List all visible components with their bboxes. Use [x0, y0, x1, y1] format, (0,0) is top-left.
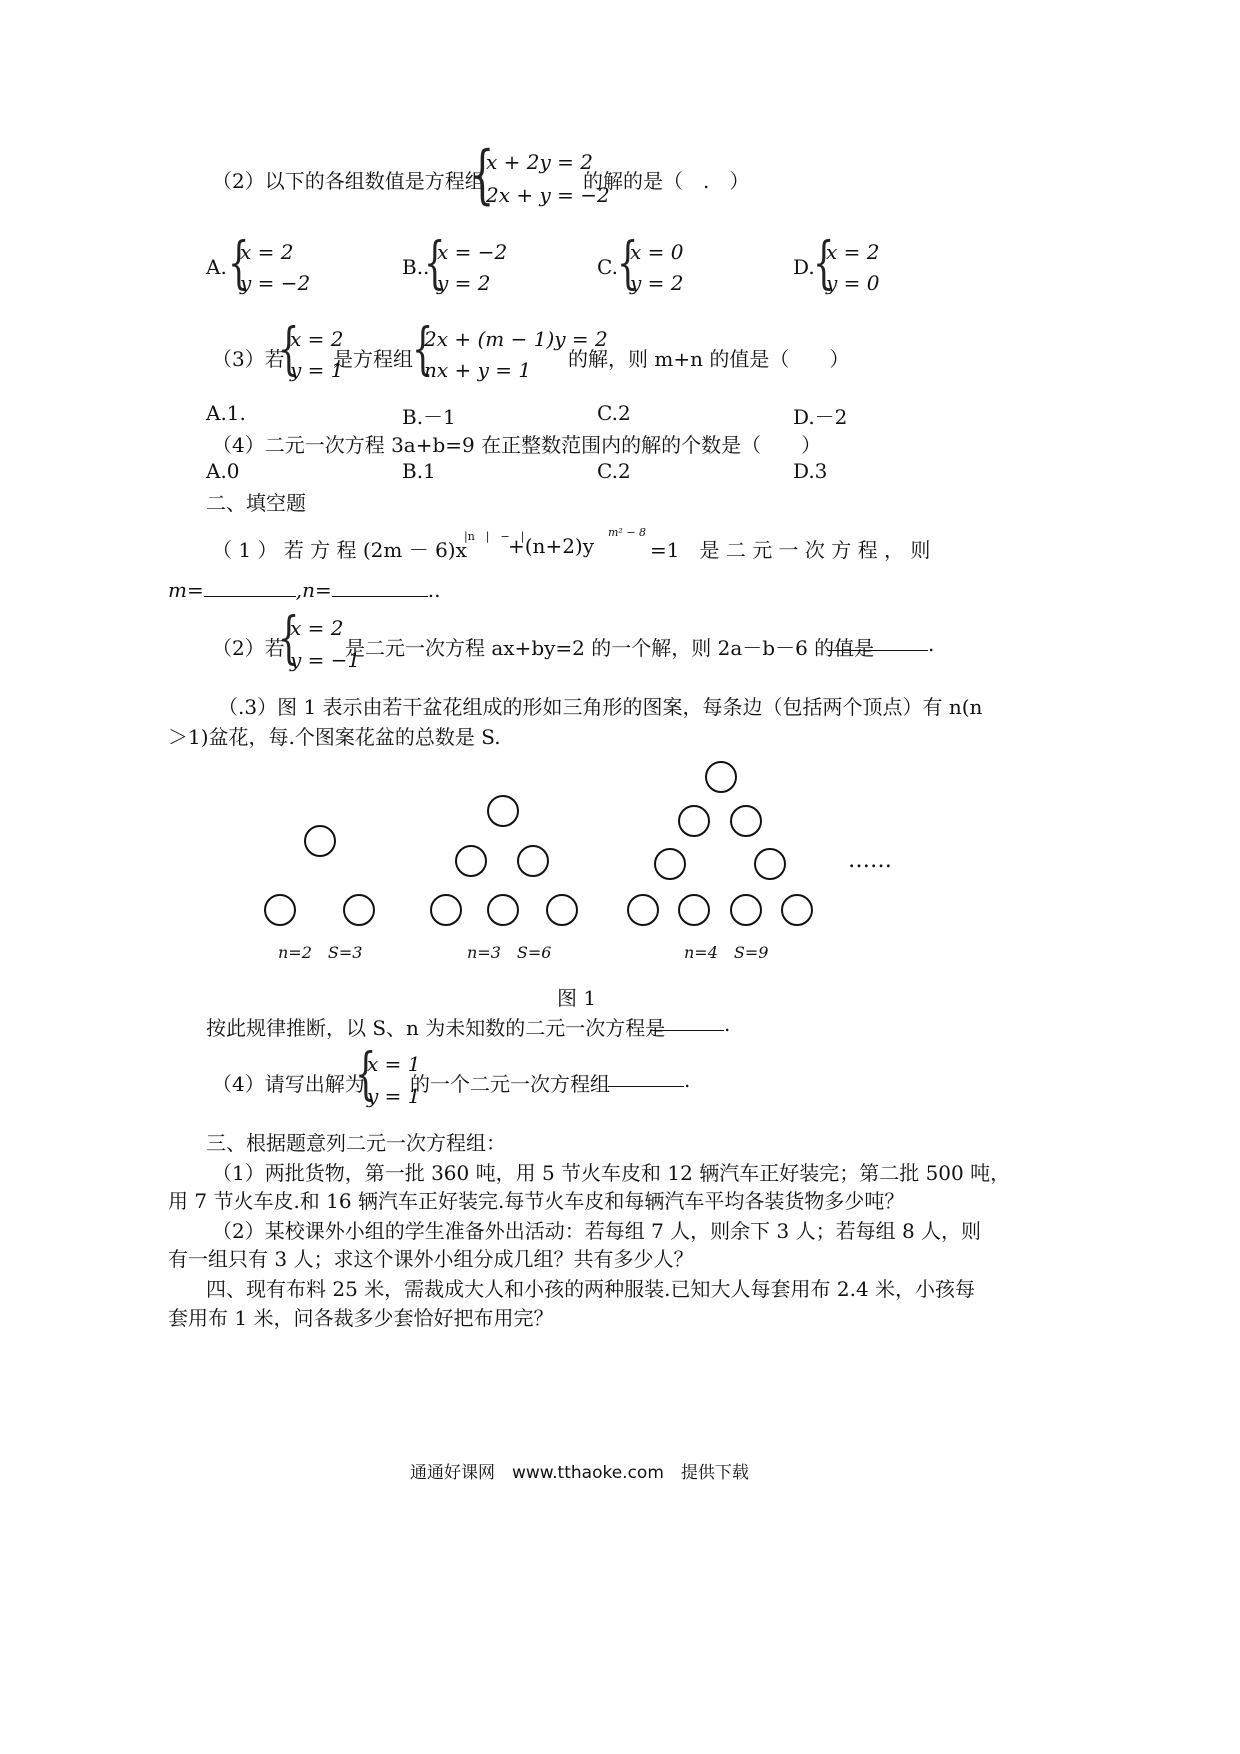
q2-option-a-label: A. — [206, 255, 227, 279]
q2-option-b-l1: x = −2 — [437, 240, 508, 264]
q4-text: （4）二元一次方程 3a+b=9 在正整数范围内的解的个数是（ ） — [212, 433, 822, 457]
q4-option-b: B.1 — [402, 459, 436, 483]
fill1-text: （ 1 ） 若 方 程 (2m － 6)x — [212, 538, 467, 562]
flower-pot — [754, 848, 786, 880]
q2-brace: { — [470, 138, 495, 212]
fill1-m-label: m= — [168, 578, 204, 602]
fill1-m-blank[interactable] — [204, 578, 296, 597]
figure-label-n4: n=4 S=9 — [684, 943, 769, 962]
q2-option-c-label: C. — [597, 255, 618, 279]
figure-label-n3: n=3 S=6 — [467, 943, 552, 962]
fill3-line1: （.3）图 1 表示由若干盆花组成的形如三角形的图案，每条边（包括两个顶点）有 n(n — [218, 695, 983, 719]
section4-line2: 套用布 1 米，问各裁多少套恰好把布用完？ — [168, 1306, 554, 1330]
fill4-intro: （4）请写出解为 — [212, 1072, 365, 1096]
q2-tail: 的解的是（ . ） — [583, 169, 750, 193]
fill4-brace: { — [355, 1042, 377, 1107]
q2-option-c-l2: y = 2 — [630, 271, 684, 295]
flower-pot — [546, 894, 578, 926]
flower-pot — [678, 805, 710, 837]
q2-option-b-label: B.. — [402, 255, 430, 279]
fill4-answer — [608, 1068, 690, 1092]
fill1-mid: +(n+2)y — [508, 534, 595, 558]
fill2-s1: x = 2 — [290, 616, 344, 640]
q3-option-b: B.－1 — [402, 405, 456, 429]
fill1-sup1: |n | − | — [464, 530, 525, 543]
fill1-answer-line — [168, 578, 440, 602]
fill2-answer — [828, 632, 934, 656]
q2-option-a-l2: y = −2 — [240, 271, 311, 295]
fill3-end: . — [724, 1012, 731, 1036]
q3-option-d: D.－2 — [793, 405, 848, 429]
flower-pot — [487, 894, 519, 926]
q2-eq1: x + 2y = 2 — [486, 150, 593, 174]
q3-intro: （3）若 — [212, 347, 285, 371]
flower-pot — [730, 805, 762, 837]
section3-p2-line1: （2）某校课外小组的学生准备外出活动：若每组 7 人，则余下 3 人；若每组 8 人，则 — [212, 1219, 982, 1243]
q2-option-d-l1: x = 2 — [826, 240, 880, 264]
q2-option-c-brace: { — [617, 231, 639, 296]
flower-pot — [705, 761, 737, 793]
section3-p1-line1: （1）两批货物，第一批 360 吨，用 5 节火车皮和 12 辆汽车正好装完；第二批 500 吨， — [212, 1161, 1011, 1185]
section3-title: 三、根据题意列二元一次方程组： — [206, 1131, 506, 1155]
fill2-blank[interactable] — [828, 632, 928, 651]
fill2-intro: （2）若 — [212, 636, 285, 660]
fill2-brace: { — [278, 606, 300, 671]
q3-e1: 2x + (m − 1)y = 2 — [424, 327, 608, 351]
flower-pot — [781, 894, 813, 926]
fill2-s2: y = −1 — [290, 648, 361, 672]
q2-intro: （2）以下的各组数值是方程组 — [212, 169, 485, 193]
fill4-blank[interactable] — [608, 1068, 684, 1087]
q3-brace-system: { — [412, 317, 434, 382]
flower-pot — [455, 845, 487, 877]
fill1-end: .. — [427, 578, 441, 602]
q3-s1: x = 2 — [290, 327, 344, 351]
fill4-end: . — [684, 1068, 691, 1092]
flower-pot — [304, 825, 336, 857]
q2-option-b-l2: y = 2 — [437, 271, 491, 295]
fill1-sup2: m² − 8 — [608, 526, 647, 539]
fill1-n-blank[interactable] — [332, 578, 428, 597]
section3-p1-line2: 用 7 节火车皮.和 16 辆汽车正好装完.每节火车皮和每辆汽车平均各装货物多少吨？ — [168, 1189, 905, 1213]
flower-pot — [343, 894, 375, 926]
flower-pot — [730, 894, 762, 926]
flower-pot — [627, 894, 659, 926]
flower-pot — [517, 845, 549, 877]
flower-pot — [487, 795, 519, 827]
fill4-s2: y = 1 — [367, 1084, 421, 1108]
q4-option-a: A.0 — [206, 459, 240, 483]
q2-eq2: 2x + y = −2 — [486, 183, 610, 207]
fill3-ask: 按此规律推断，以 S、n 为未知数的二元一次方程是 — [206, 1016, 666, 1040]
flower-pot — [264, 894, 296, 926]
fill1-n-label: ,n= — [295, 578, 332, 602]
q3-option-a: A.1. — [206, 401, 246, 425]
q4-option-d: D.3 — [793, 459, 828, 483]
flower-pot — [654, 848, 686, 880]
q3-tail: 的解，则 m+n 的值是（ ） — [568, 347, 850, 371]
flower-pot — [430, 894, 462, 926]
q2-option-c-l1: x = 0 — [630, 240, 684, 264]
q3-s2: y = 1 — [290, 358, 344, 382]
q2-option-b-brace: { — [424, 231, 446, 296]
flower-pot — [678, 894, 710, 926]
section3-p2-line2: 有一组只有 3 人；求这个课外小组分成几组？共有多少人？ — [168, 1247, 694, 1271]
figure-caption: 图 1 — [557, 986, 597, 1010]
q2-option-a-brace: { — [228, 231, 250, 296]
q3-mid: 是方程组 — [333, 347, 413, 371]
fill4-s1: x = 1 — [367, 1052, 421, 1076]
q2-option-d-label: D. — [793, 255, 815, 279]
q2-option-d-brace: { — [813, 231, 835, 296]
q4-option-c: C.2 — [597, 459, 631, 483]
section2-title: 二、填空题 — [206, 491, 306, 515]
q3-brace-solution: { — [278, 317, 300, 382]
fill2-tail: 是二元一次方程 ax+by=2 的一个解，则 2a－b－6 的值是 — [345, 636, 875, 660]
fill3-answer — [650, 1012, 730, 1036]
page-footer: 通通好课网 www.tthaoke.com 提供下载 — [410, 1463, 749, 1483]
fill4-tail: 的一个二元一次方程组 — [410, 1072, 610, 1096]
q2-option-a-l1: x = 2 — [240, 240, 294, 264]
fill2-end: . — [928, 632, 935, 656]
figure-ellipsis: …… — [848, 848, 892, 873]
figure-label-n2: n=2 S=3 — [278, 943, 363, 962]
fill3-blank[interactable] — [650, 1012, 724, 1031]
q3-option-c: C.2 — [597, 401, 631, 425]
section4-line1: 四、现有布料 25 米，需裁成大人和小孩的两种服装.已知大人每套用布 2.4 米，小孩每 — [206, 1277, 976, 1301]
q3-e2: nx + y = 1 — [424, 358, 532, 382]
fill1-tail: =1 是 二 元 一 次 方 程 ， 则 — [650, 538, 931, 562]
q2-option-d-l2: y = 0 — [826, 271, 880, 295]
fill3-line2: ＞1)盆花，每.个图案花盆的总数是 S. — [168, 725, 501, 749]
